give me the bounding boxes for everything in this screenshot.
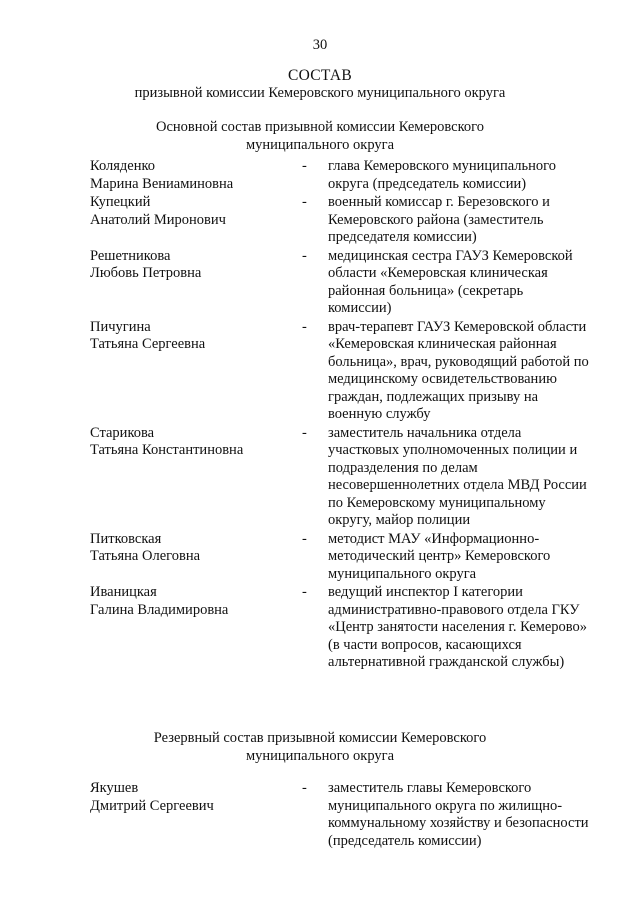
- member-given-names: Галина Владимировна: [90, 601, 229, 618]
- member-surname: Питковская: [90, 530, 162, 547]
- main-section-heading: [0, 119, 640, 154]
- main-section-heading-line2: муниципального округа: [245, 136, 395, 153]
- member-surname: Старикова: [90, 424, 155, 441]
- member-role: заместитель главы Кемеровского муниципального округа по жилищно-коммунальному хозяйству и безопасности (председатель комиссии): [328, 780, 589, 849]
- member-role: методист МАУ «Информационно-методический центр» Кемеровского муниципального округа: [328, 530, 551, 582]
- reserve-section-heading-line1: Резервный состав призывной комиссии Кемеровского: [153, 730, 487, 746]
- member-dash: -: [302, 318, 307, 335]
- member-given-names: Татьяна Олеговна: [90, 548, 201, 564]
- member-surname: Иваницкая: [90, 584, 157, 600]
- member-given-names: Татьяна Сергеевна: [90, 336, 206, 352]
- document-title: [0, 67, 640, 102]
- member-role: медицинская сестра ГАУЗ Кемеровской области «Кемеровская клиническая районная больница» (секретарь комиссии): [328, 247, 573, 316]
- member-given-names: Любовь Петровна: [90, 265, 202, 281]
- member-dash: -: [302, 247, 307, 264]
- member-row: [90, 425, 590, 530]
- reserve-section-heading-line2: муниципального округа: [245, 747, 395, 764]
- member-surname: Решетникова: [90, 247, 171, 264]
- member-surname: Купецкий: [90, 194, 151, 210]
- reserve-section-heading: [0, 730, 640, 765]
- member-dash: -: [302, 780, 307, 796]
- member-row: [90, 584, 590, 672]
- member-row: [90, 319, 590, 424]
- member-row: [90, 531, 590, 584]
- page-number: 30: [312, 37, 328, 53]
- member-dash: -: [302, 584, 307, 600]
- member-dash: -: [302, 530, 307, 547]
- member-row: [90, 194, 590, 247]
- member-name: [90, 158, 302, 193]
- member-name: [90, 584, 302, 672]
- member-surname: Якушев: [90, 780, 139, 796]
- member-name: [90, 780, 302, 850]
- member-given-names: Марина Вениаминовна: [90, 175, 234, 192]
- member-name: [90, 319, 302, 424]
- member-row: [90, 158, 590, 193]
- member-given-names: Татьяна Константиновна: [90, 442, 244, 458]
- main-members-list: [90, 158, 590, 673]
- main-section-heading-line1: Основной состав призывной комиссии Кемеровского: [155, 119, 485, 135]
- member-dash: -: [302, 158, 307, 174]
- member-given-names: Анатолий Миронович: [90, 211, 226, 228]
- member-name: [90, 194, 302, 247]
- title-subtitle: призывной комиссии Кемеровского муниципального округа: [134, 84, 506, 101]
- member-dash: -: [302, 424, 307, 441]
- member-name: [90, 425, 302, 530]
- member-role: врач-терапевт ГАУЗ Кемеровской области «Кемеровская клиническая районная больница», врач, руководящий работой по медицинскому освидетельствованию граждан, подлежащих призыву на военную службу: [328, 318, 589, 422]
- member-role: ведущий инспектор I категории административно-правового отдела ГКУ «Центр занятости населения г. Кемерово» (в части вопросов, касающихся альтернативной гражданской службы): [328, 584, 588, 670]
- member-name: [90, 248, 302, 318]
- member-row: [90, 248, 590, 318]
- member-name: [90, 531, 302, 584]
- member-role: военный комиссар г. Березовского и Кемеровского района (заместитель председателя комиссии): [328, 194, 550, 245]
- member-row: [90, 780, 590, 850]
- member-role: заместитель начальника отдела участковых уполномоченных полиции и подразделения по делам несовершеннолетних отдела МВД России по Кемеровскому муниципальному округу, майор полиции: [328, 424, 587, 528]
- reserve-members-list: [90, 780, 590, 851]
- member-surname: Коляденко: [90, 158, 156, 174]
- member-dash: -: [302, 194, 307, 210]
- title-main: СОСТАВ: [287, 67, 353, 84]
- member-given-names: Дмитрий Сергеевич: [90, 797, 214, 814]
- member-surname: Пичугина: [90, 318, 151, 335]
- member-role: глава Кемеровского муниципального округа (председатель комиссии): [328, 158, 556, 192]
